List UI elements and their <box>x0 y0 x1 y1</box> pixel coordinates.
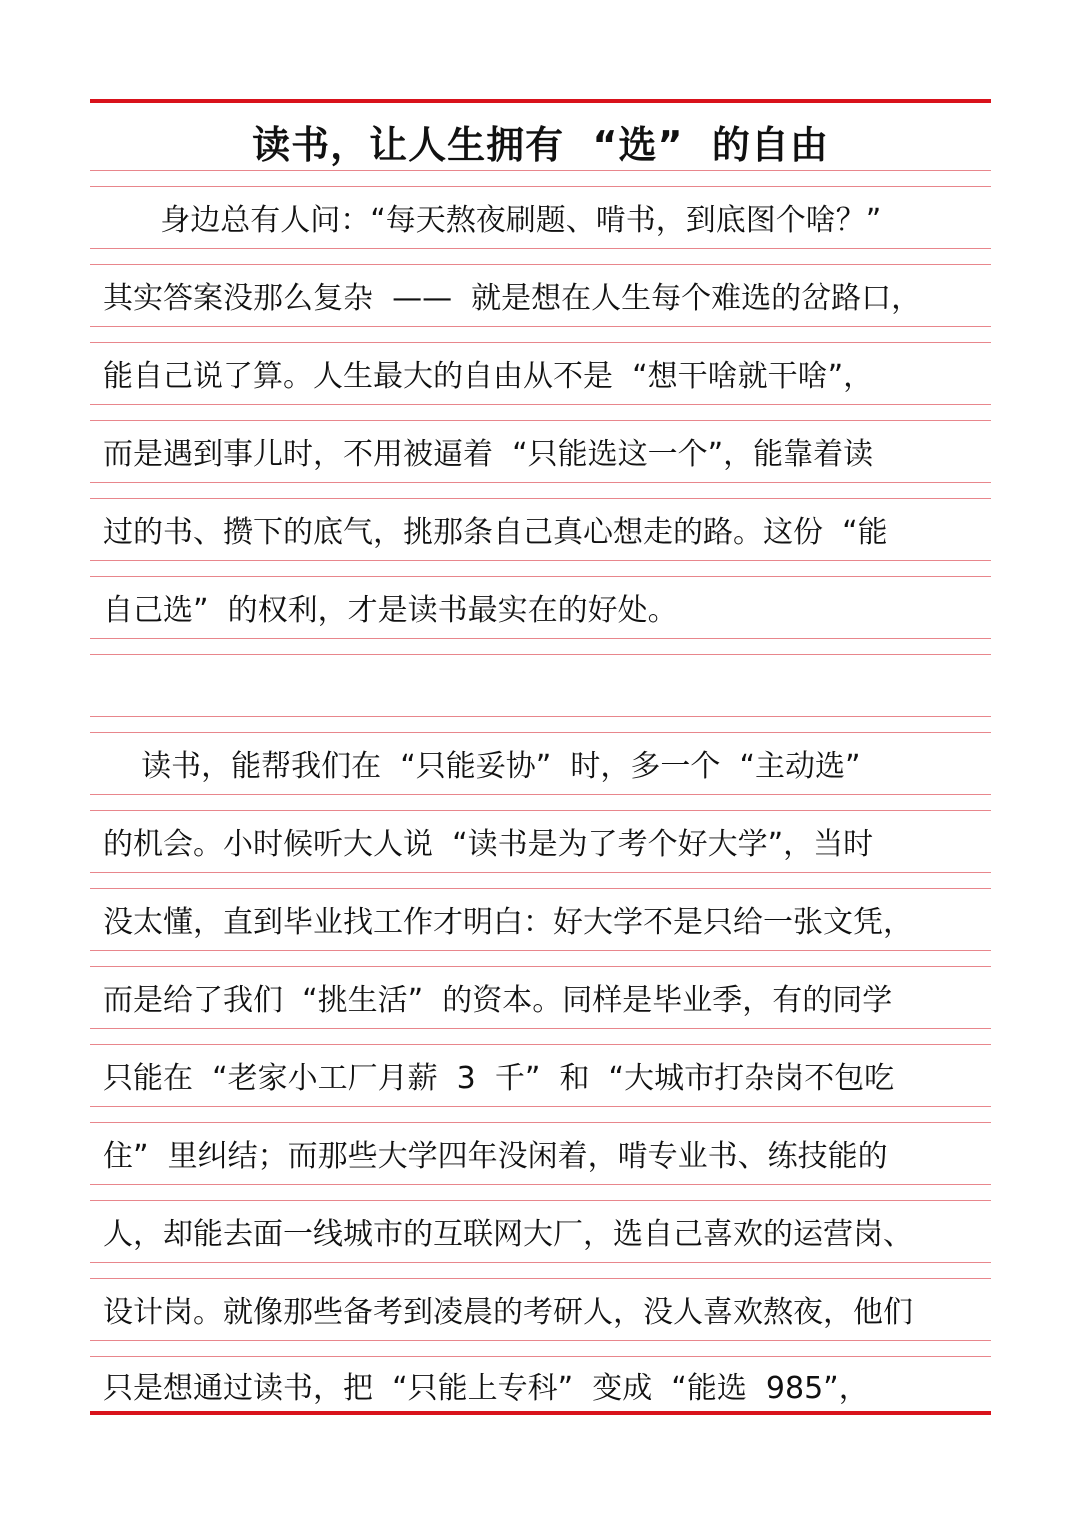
rule-line <box>90 498 991 499</box>
paragraph-1-line-6: 自己选” 的权利，才是读书最实在的好处。 <box>103 593 678 628</box>
rule-line <box>90 170 991 171</box>
rule-line <box>90 248 991 249</box>
rule-line <box>90 326 991 327</box>
rule-line <box>90 264 991 265</box>
paragraph-2-line-1: 读书，能帮我们在 “只能妥协” 时，多一个 “主动选” <box>103 749 861 784</box>
rule-line <box>90 638 991 639</box>
paragraph-1-line-3: 能自己说了算。人生最大的自由从不是 “想干啥就干啥”， <box>103 359 874 394</box>
paragraph-2-line-9: 只是想通过读书，把 “只能上专科” 变成 “能选 985”， <box>103 1371 869 1406</box>
paragraph-2-line-3: 没太懂，直到毕业找工作才明白：好大学不是只给一张文凭， <box>103 905 913 940</box>
rule-line <box>90 1278 991 1279</box>
rule-line <box>90 888 991 889</box>
paragraph-2-line-2: 的机会。小时候听大人说 “读书是为了考个好大学”，当时 <box>103 827 874 862</box>
rule-line <box>90 716 991 717</box>
rule-line <box>90 342 991 343</box>
rule-line <box>90 1262 991 1263</box>
rule-line <box>90 794 991 795</box>
paragraph-2-line-5: 只能在 “老家小工厂月薪 3 千” 和 “大城市打杂岗不包吃 <box>103 1061 895 1096</box>
rule-line <box>90 1340 991 1341</box>
rule-line <box>90 1122 991 1123</box>
paragraph-2-line-4: 而是给了我们 “挑生活” 的资本。同样是毕业季，有的同学 <box>103 983 893 1018</box>
paragraph-1-line-2: 其实答案没那么复杂 —— 就是想在人生每个难选的岔路口， <box>103 281 922 316</box>
bottom-border <box>90 1411 991 1415</box>
paragraph-2-line-8: 设计岗。就像那些备考到凌晨的考研人，没人喜欢熬夜，他们 <box>103 1295 913 1330</box>
paragraph-1-line-4: 而是遇到事儿时，不用被逼着 “只能选这一个”，能靠着读 <box>103 437 874 472</box>
rule-line <box>90 576 991 577</box>
rule-line <box>90 966 991 967</box>
rule-line <box>90 404 991 405</box>
rule-line <box>90 1184 991 1185</box>
top-border <box>90 99 991 103</box>
rule-line <box>90 810 991 811</box>
rule-line <box>90 654 991 655</box>
rule-line <box>90 560 991 561</box>
rule-line <box>90 1106 991 1107</box>
paragraph-1-line-5: 过的书、攒下的底气，挑那条自己真心想走的路。这份 “能 <box>103 515 888 550</box>
rule-line <box>90 1044 991 1045</box>
paragraph-1-line-1: 身边总有人问：“每天熬夜刷题、啃书，到底图个啥？” <box>103 203 882 238</box>
rule-line <box>90 872 991 873</box>
paragraph-2-line-6: 住” 里纠结；而那些大学四年没闲着，啃专业书、练技能的 <box>103 1139 888 1174</box>
page-title: 读书，让人生拥有 “选” 的自由 <box>252 123 829 167</box>
paragraph-2-line-7: 人，却能去面一线城市的互联网大厂，选自己喜欢的运营岗、 <box>103 1217 913 1252</box>
rule-line <box>90 1028 991 1029</box>
rule-line <box>90 482 991 483</box>
rule-line <box>90 950 991 951</box>
rule-line <box>90 420 991 421</box>
rule-line <box>90 1200 991 1201</box>
rule-line <box>90 186 991 187</box>
rule-line <box>90 732 991 733</box>
rule-line <box>90 1356 991 1357</box>
